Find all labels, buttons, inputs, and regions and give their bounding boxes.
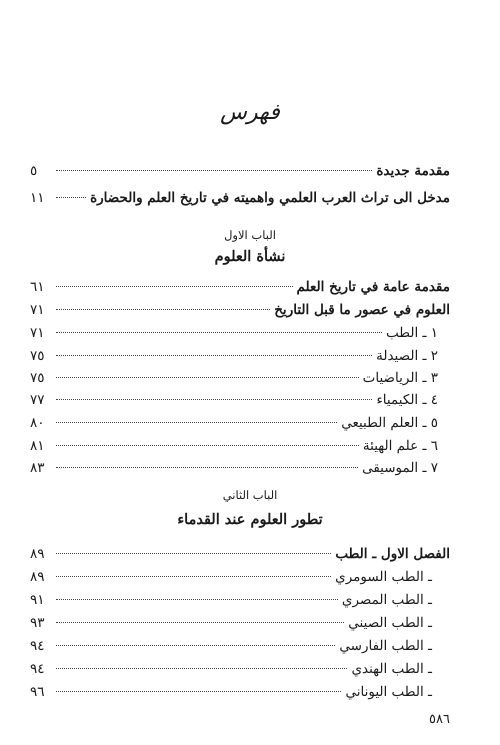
dot-leader	[56, 575, 331, 577]
toc-entry-page: ٨١	[30, 438, 45, 454]
toc-entry-page: ٨٩	[30, 569, 45, 585]
toc-subentry	[30, 635, 432, 657]
dot-leader	[56, 196, 86, 198]
toc-entry-label: ٧ ـ الموسيقى	[362, 460, 438, 476]
toc-entry-page: ٩٤	[30, 638, 45, 654]
dot-leader	[56, 285, 293, 287]
toc-entry-page: ٨٩	[30, 546, 45, 562]
toc-subentry	[30, 322, 438, 344]
toc-entry-label: مقدمة عامة في تاريخ العلم	[296, 279, 450, 295]
toc-entry-label: ٥ ـ العلم الطبيعي	[341, 415, 438, 431]
toc-entry-label: ٣ ـ الرياضيات	[362, 370, 438, 386]
toc-entry-page: ٧١	[30, 325, 45, 341]
toc-entry-label: ٤ ـ الكيمياء	[376, 392, 438, 408]
toc-entry	[30, 543, 450, 565]
toc-subentry	[30, 435, 438, 457]
dot-leader	[56, 444, 359, 446]
toc-entry-label: ـ الطب الهندي	[351, 661, 432, 677]
toc-entry	[30, 276, 450, 298]
toc-subentry	[30, 367, 438, 389]
dot-leader	[56, 690, 341, 692]
toc-entry-label: ـ الطب المصري	[341, 592, 432, 608]
toc-entry-page: ٧٥	[30, 370, 45, 386]
page-number: ٥٨٦	[429, 712, 450, 727]
toc-entry-label: ـ الطب اليوناني	[345, 684, 432, 700]
dot-leader	[56, 466, 358, 468]
toc-entry-label: مدخل الى تراث العرب العلمي واهميته في تاريخ العلم والحضارة	[90, 190, 450, 206]
toc-entry-page: ٩٦	[30, 684, 45, 700]
toc-entry-page: ٦١	[30, 279, 45, 295]
toc-entry	[30, 160, 450, 182]
toc-entry-label: ١ ـ الطب	[386, 325, 438, 341]
part-title: الباب الاول	[224, 228, 276, 242]
toc-heading: فهرس	[220, 100, 280, 125]
dot-leader	[56, 169, 372, 171]
dot-leader	[56, 398, 372, 400]
toc-subentry	[30, 589, 432, 611]
toc-entry-page: ٧٧	[30, 392, 45, 408]
toc-entry-label: ـ الطب الصيني	[348, 615, 432, 631]
toc-entry-label: الفصل الاول ـ الطب	[335, 546, 450, 562]
toc-entry-page: ٩١	[30, 592, 45, 608]
toc-entry-label: ـ الطب السومري	[335, 569, 432, 585]
dot-leader	[56, 644, 335, 646]
toc-subentry	[30, 658, 432, 680]
part-subtitle: نشأة العلوم	[214, 248, 286, 265]
toc-subentry	[30, 389, 438, 411]
dot-leader	[56, 621, 344, 623]
toc-entry-label: العلوم في عصور ما قبل التاريخ	[274, 302, 450, 318]
part-title: الباب الثاني	[222, 488, 278, 502]
dot-leader	[56, 308, 270, 310]
toc-entry-page: ٨٣	[30, 460, 45, 476]
toc-entry-label: مقدمة جديدة	[376, 163, 450, 179]
dot-leader	[56, 331, 382, 333]
toc-entry-page: ٩٤	[30, 661, 45, 677]
toc-subentry	[30, 566, 432, 588]
dot-leader	[56, 667, 347, 669]
toc-entry-label: ٢ ـ الصيدلة	[376, 348, 438, 364]
dot-leader	[56, 376, 359, 378]
toc-entry-label: ٦ ـ علم الهيئة	[362, 438, 438, 454]
toc-subentry	[30, 457, 438, 479]
toc-entry-page: ٩٣	[30, 615, 45, 631]
part-subtitle: تطور العلوم عند القدماء	[177, 511, 323, 528]
dot-leader	[56, 354, 372, 356]
toc-subentry	[30, 412, 438, 434]
toc-entry-page: ٧٥	[30, 348, 45, 364]
toc-entry-page: ٥	[30, 163, 38, 179]
toc-entry-page: ٨٠	[30, 415, 45, 431]
dot-leader	[56, 598, 338, 600]
toc-subentry	[30, 345, 438, 367]
dot-leader	[56, 552, 331, 554]
toc-entry-page: ٧١	[30, 302, 45, 318]
toc-entry	[30, 187, 450, 209]
toc-subentry	[30, 612, 432, 634]
toc-subentry	[30, 681, 432, 703]
toc-entry-page: ١١	[30, 190, 45, 206]
dot-leader	[56, 421, 337, 423]
toc-entry-label: ـ الطب الفارسي	[339, 638, 432, 654]
toc-entry	[30, 299, 450, 321]
